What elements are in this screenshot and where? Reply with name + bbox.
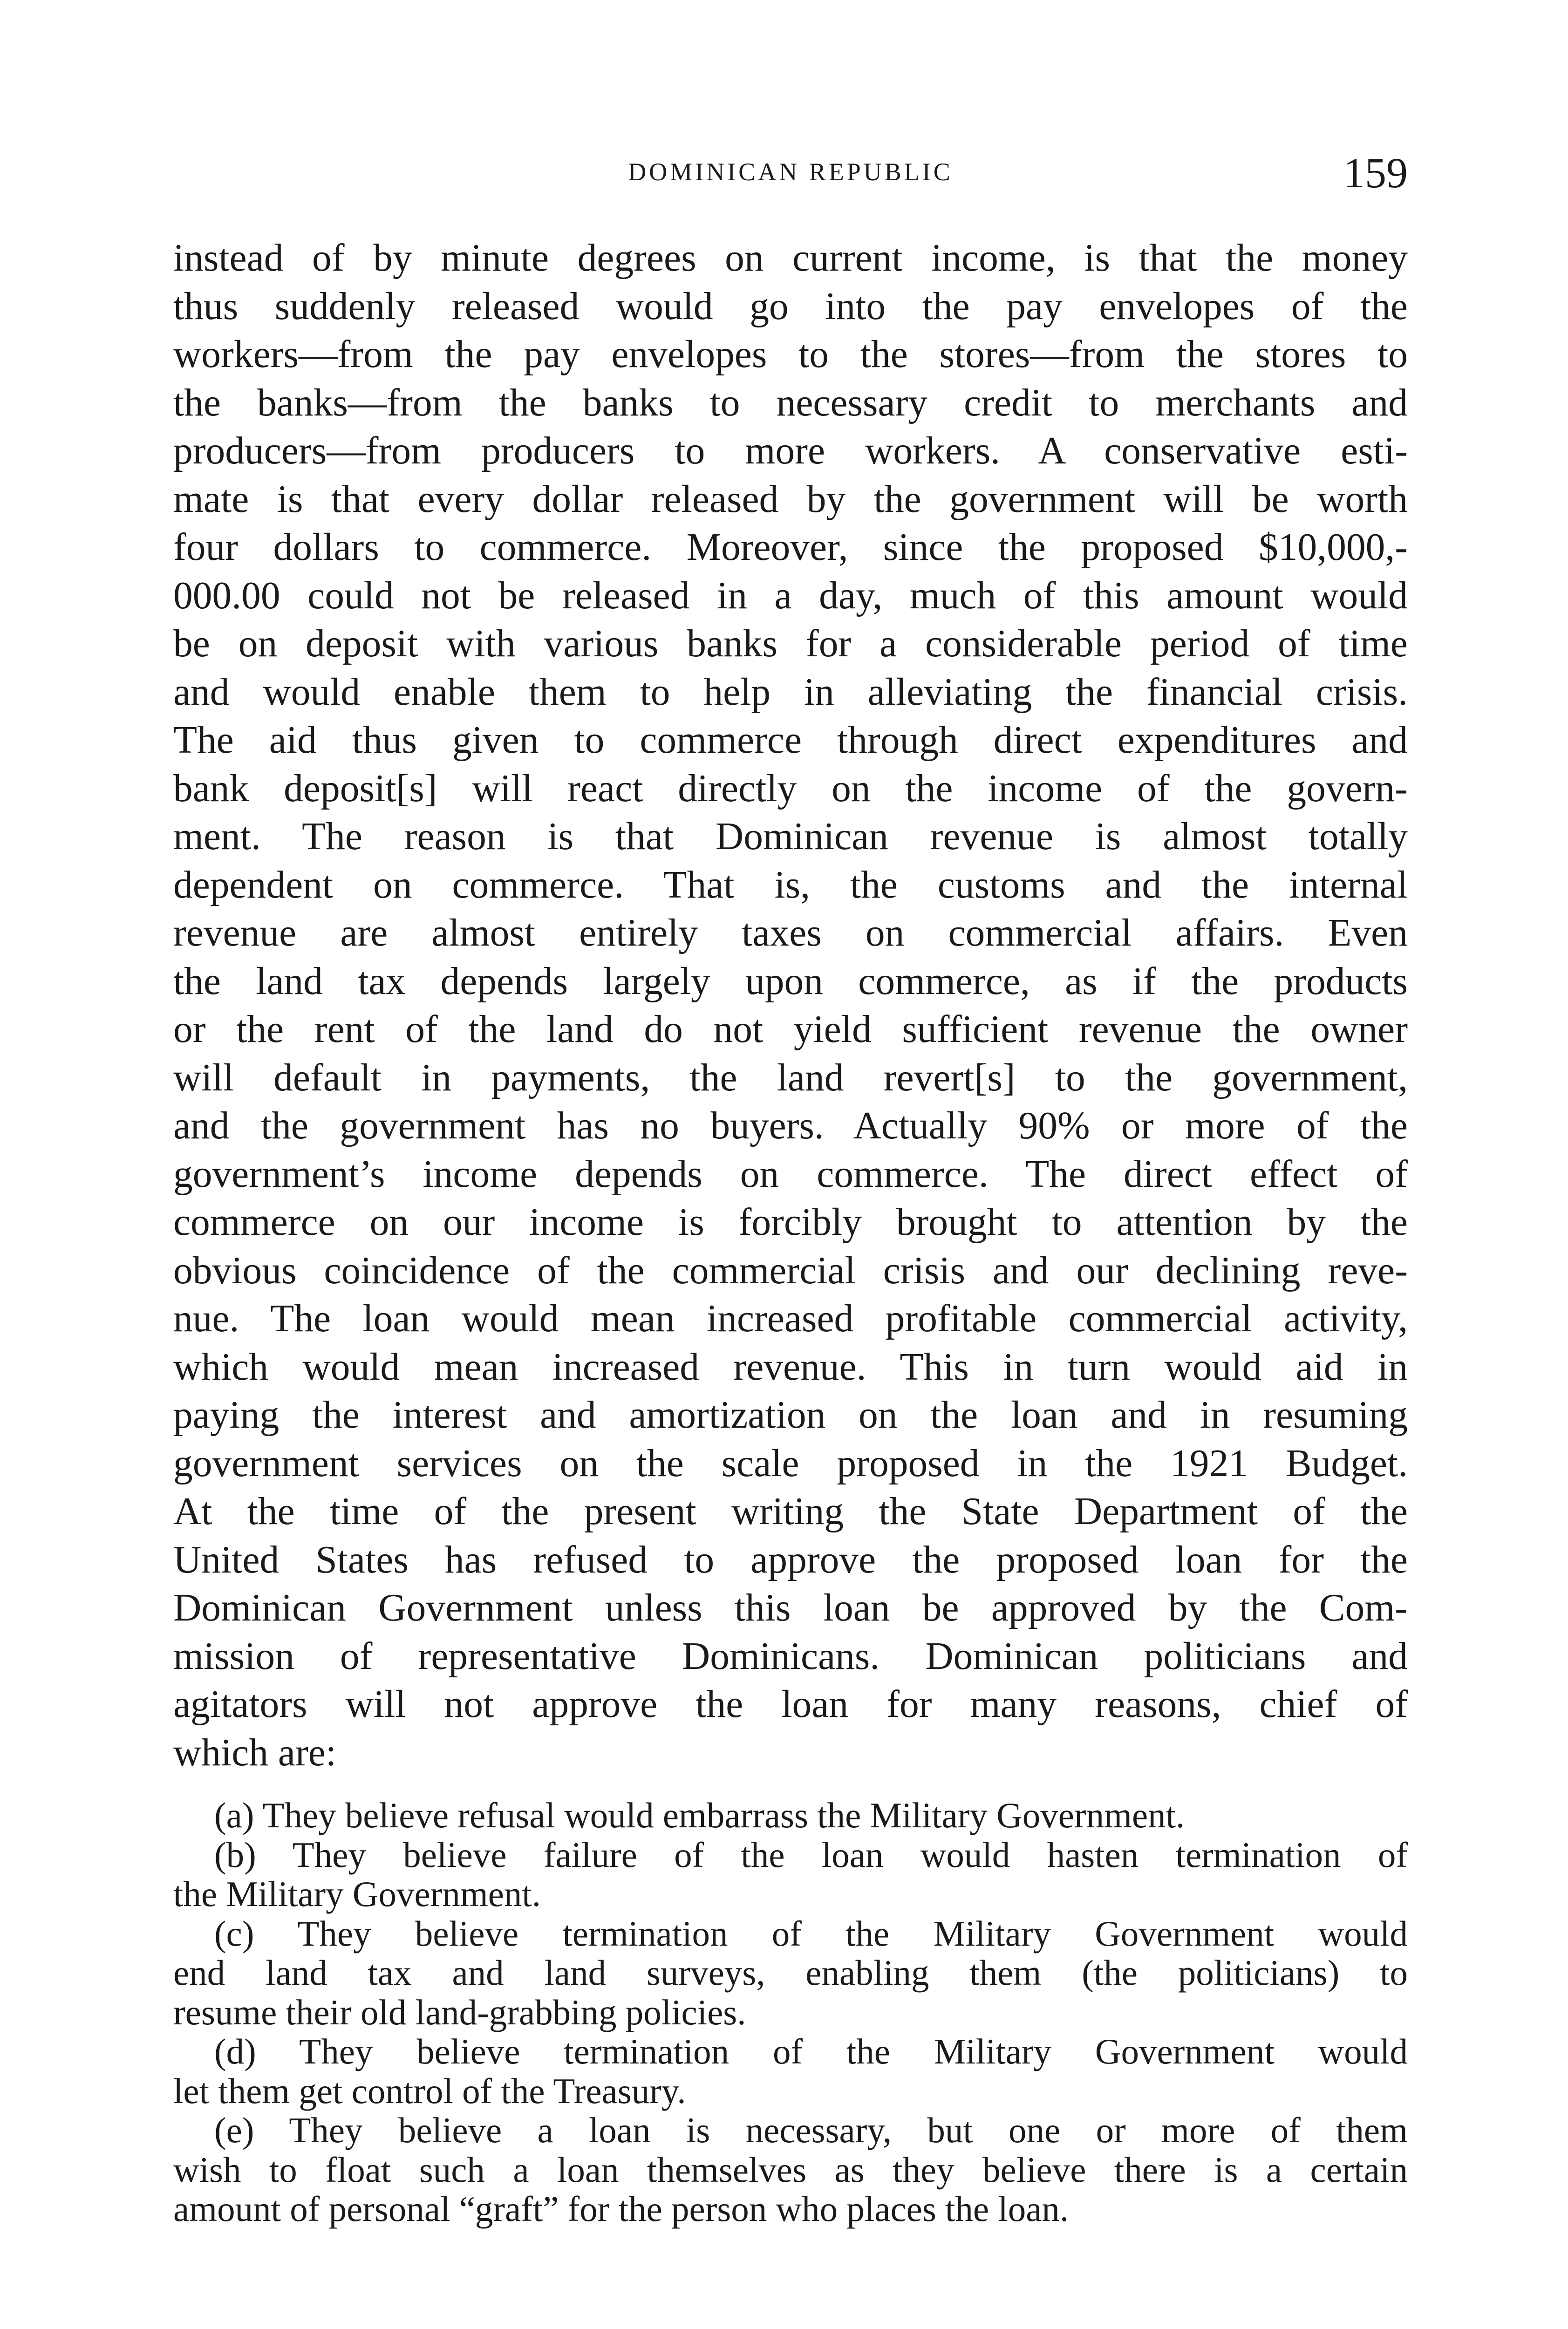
text-line: The aid thus given to commerce through direct expenditures and <box>173 719 1408 762</box>
list-item-d: (d) They believe termination of the Military Government would <box>214 2031 1408 2071</box>
list-item-e: (e) They believe a loan is necessary, but one or more of them <box>214 2110 1408 2150</box>
text-line: which would mean increased revenue. This in turn would aid in <box>173 1345 1408 1389</box>
text-line: mate is that every dollar released by the government will be worth <box>173 477 1408 521</box>
text-line: At the time of the present writing the State Department of the <box>173 1490 1408 1533</box>
text-line: paying the interest and amortization on the loan and in resuming <box>173 1394 1408 1437</box>
text-line: 000.00 could not be released in a day, much of this amount would <box>173 574 1408 617</box>
list-item-b-cont: the Military Government. <box>173 1874 541 1914</box>
list-item-d-cont: let them get control of the Treasury. <box>173 2070 686 2111</box>
list-item-c-cont: resume their old land-grabbing policies. <box>173 1992 746 2032</box>
list-item-e-cont: wish to float such a loan themselves as they believe there is a certain <box>173 2149 1408 2190</box>
text-line: or the rent of the land do not yield sufficient revenue the owner <box>173 1008 1408 1051</box>
page-header <box>173 148 1408 199</box>
page-number: 159 <box>1343 149 1408 197</box>
text-line: the banks—from the banks to necessary credit to merchants and <box>173 381 1408 424</box>
running-head: DOMINICAN REPUBLIC <box>628 158 953 186</box>
list-item-a: (a) They believe refusal would embarrass the Military Government. <box>214 1795 1185 1835</box>
text-line: be on deposit with various banks for a considerable period of time <box>173 622 1408 665</box>
text-line: Dominican Government unless this loan be approved by the Com- <box>173 1587 1408 1629</box>
text-line: revenue are almost entirely taxes on commercial affairs. Even <box>173 912 1408 954</box>
text-line: obvious coincidence of the commercial crisis and our declining reve- <box>173 1249 1408 1292</box>
text-line: ment. The reason is that Dominican revenue is almost totally <box>173 815 1408 858</box>
list-item-e-cont: amount of personal “graft” for the person who places the loan. <box>173 2189 1069 2229</box>
text-line: will default in payments, the land revert[s] to the government, <box>173 1056 1408 1099</box>
text-line: commerce on our income is forcibly brought to attention by the <box>173 1201 1408 1244</box>
text-line: United States has refused to approve the proposed loan for the <box>173 1538 1408 1581</box>
text-line: thus suddenly released would go into the pay envelopes of the <box>173 285 1408 328</box>
text-line: dependent on commerce. That is, the customs and the internal <box>173 863 1408 906</box>
text-line: and would enable them to help in alleviating the financial crisis. <box>173 670 1408 714</box>
text-line: bank deposit[s] will react directly on the income of the govern- <box>173 767 1408 810</box>
text-line: instead of by minute degrees on current income, is that the money <box>173 237 1408 279</box>
list-item-c: (c) They believe termination of the Military Government would <box>214 1913 1408 1954</box>
text-line: and the government has no buyers. Actually 90% or more of the <box>173 1104 1408 1147</box>
text-line: the land tax depends largely upon commerce, as if the products <box>173 960 1408 1003</box>
text-line: nue. The loan would mean increased profitable commercial activity, <box>173 1297 1408 1340</box>
text-line: workers—from the pay envelopes to the stores—from the stores to <box>173 333 1408 376</box>
text-line: agitators will not approve the loan for many reasons, chief of <box>173 1683 1408 1726</box>
reasons-list <box>173 1796 1408 2229</box>
list-item-b: (b) They believe failure of the loan would hasten termination of <box>214 1834 1408 1875</box>
text-line: four dollars to commerce. Moreover, since the proposed $10,000,- <box>173 526 1408 569</box>
text-line: producers—from producers to more workers. A conservative esti- <box>173 429 1408 472</box>
main-paragraph <box>173 234 1408 1777</box>
text-line: government services on the scale proposed in the 1921 Budget. <box>173 1442 1408 1485</box>
text-line: mission of representative Dominicans. Dominican politicians and <box>173 1634 1408 1678</box>
text-line: which are: <box>173 1731 337 1774</box>
list-item-c-cont: end land tax and land surveys, enabling them (the politicians) to <box>173 1953 1408 1993</box>
text-line: government’s income depends on commerce. The direct effect of <box>173 1152 1408 1196</box>
